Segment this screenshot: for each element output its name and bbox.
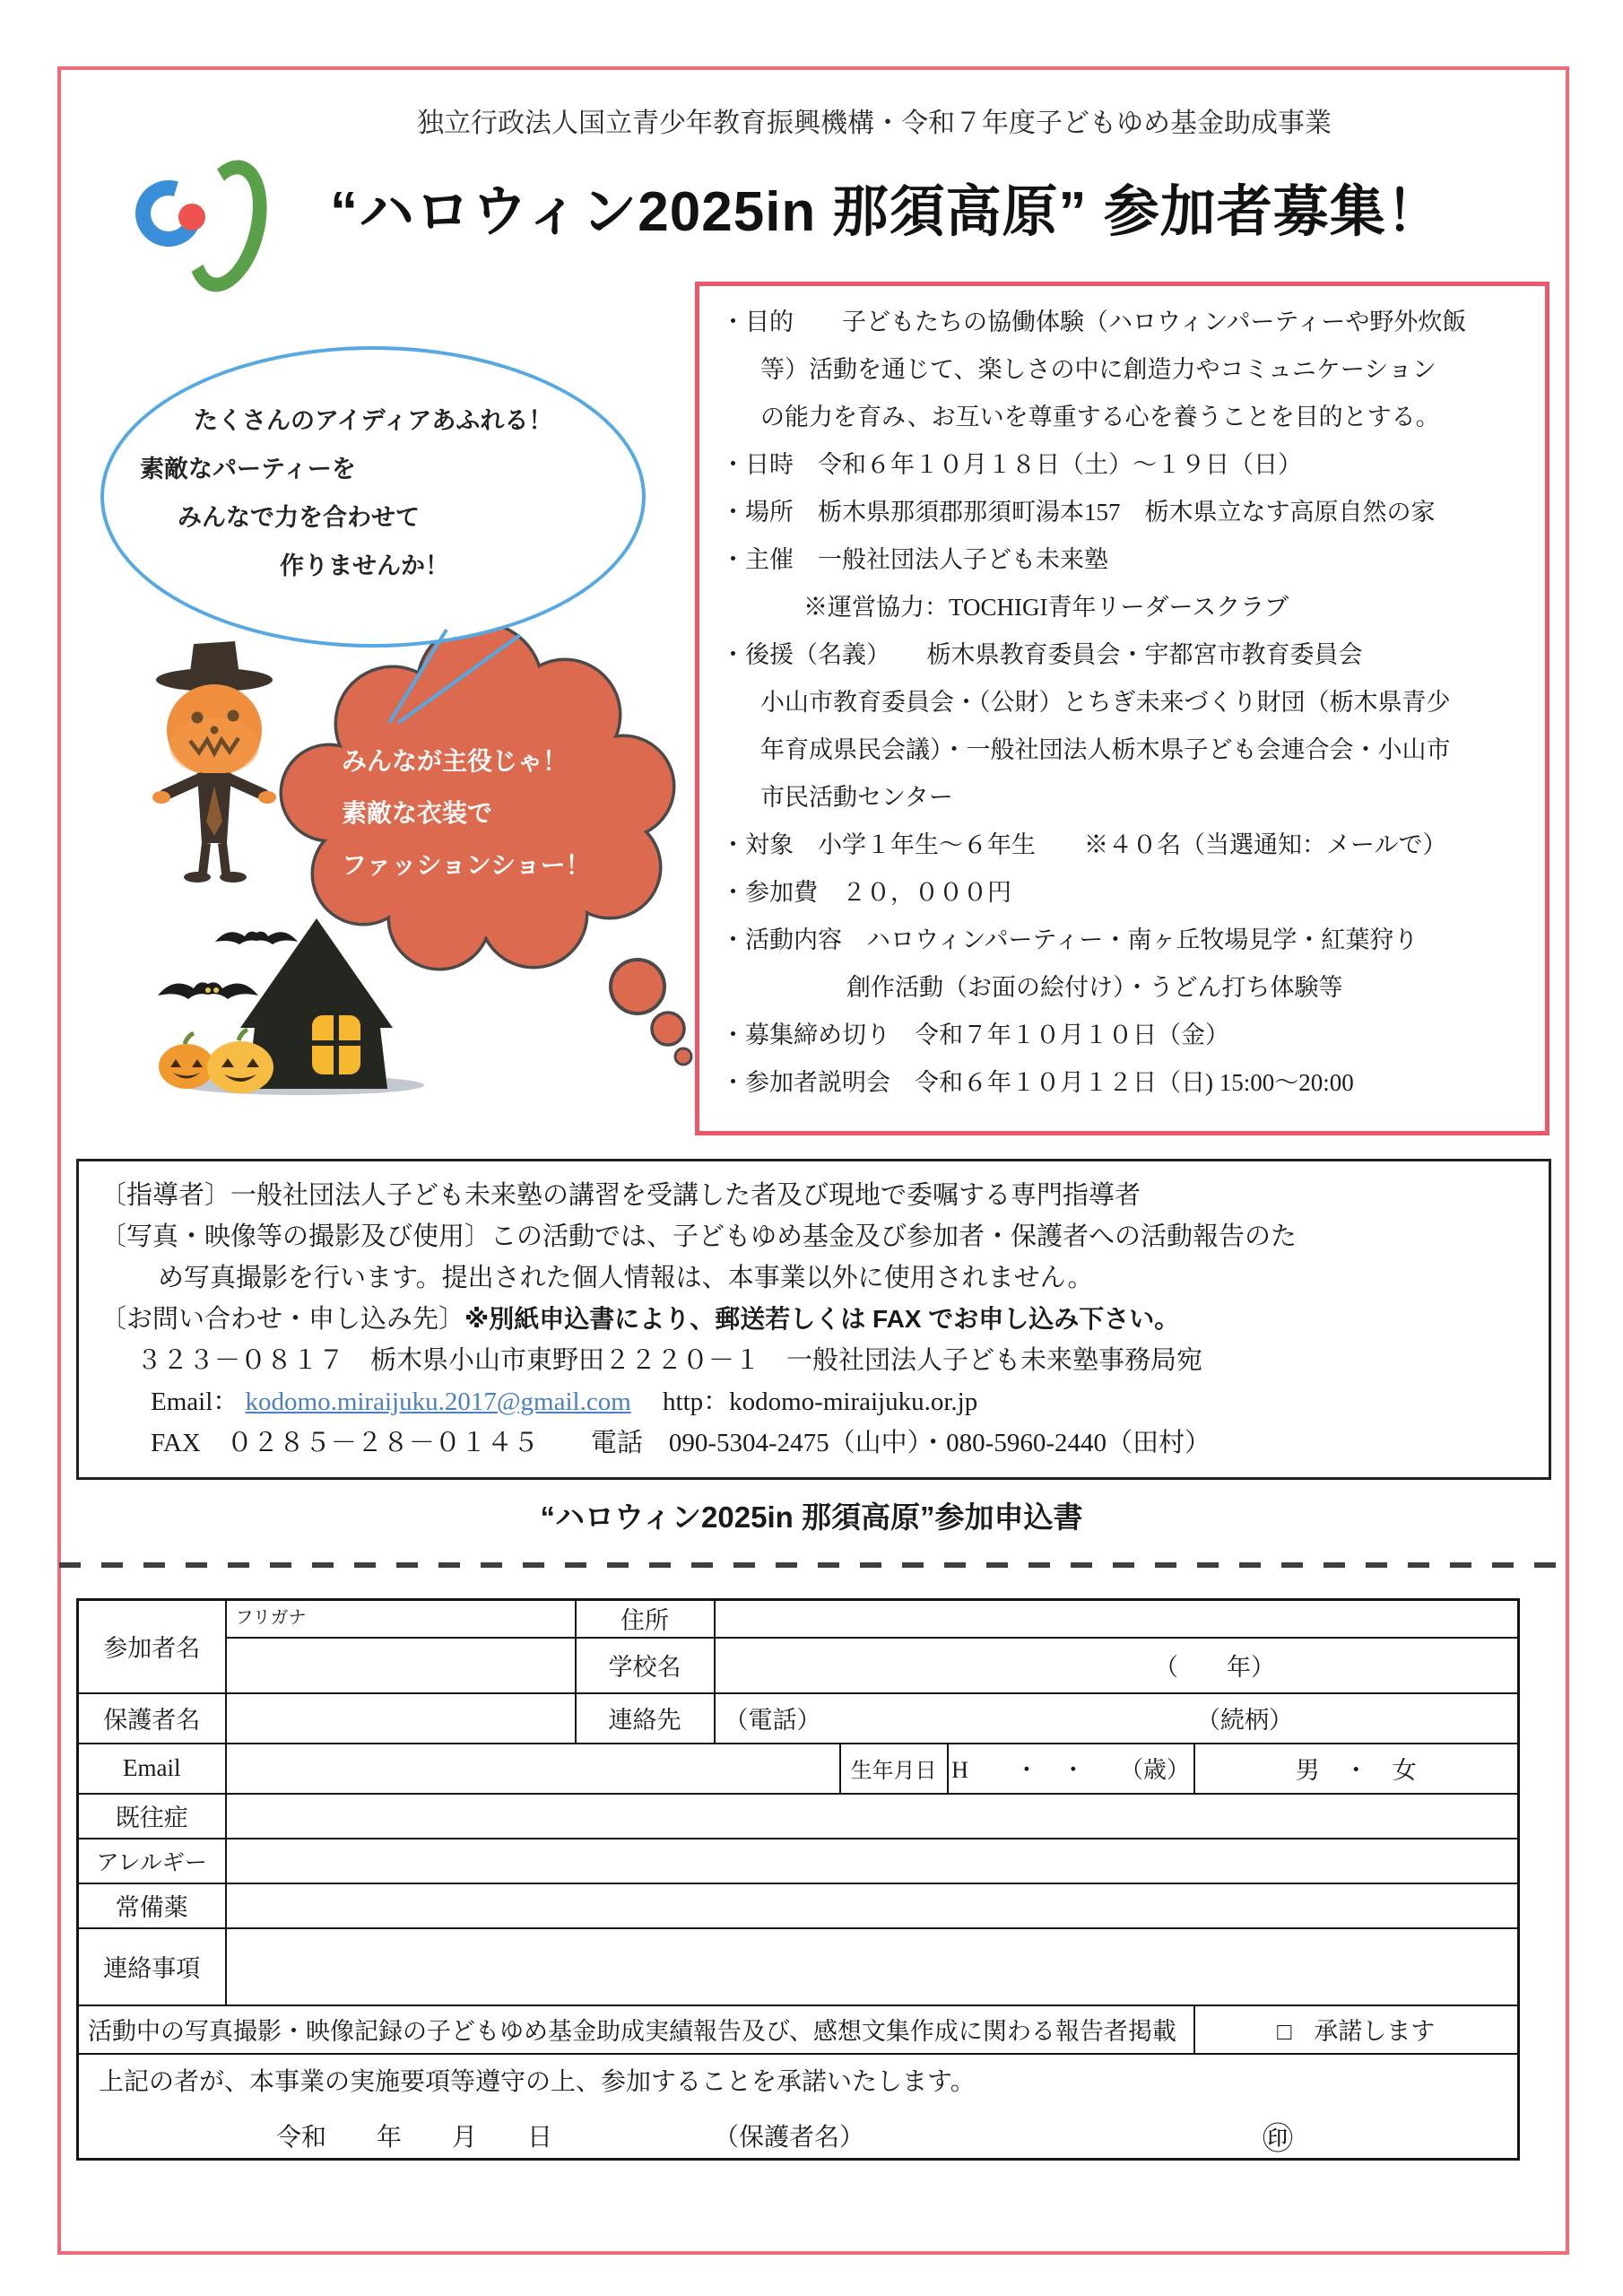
- allergy-input-area: [226, 1839, 1519, 1883]
- grant-program-line: 独立行政法人国立青少年教育振興機構・令和７年度子どもゆめ基金助成事業: [417, 109, 1332, 138]
- event-detail-line: ・日時 令和６年１０月１８日（土）〜１９日（日）: [721, 451, 1302, 478]
- consent-checkbox-label: 承諾します: [1314, 2018, 1436, 2045]
- school-year-note: （ 年）: [715, 1638, 1519, 1693]
- event-detail-line: ・募集締め切り 令和７年１０月１０日（金）: [721, 1022, 1229, 1048]
- address-input-area: [715, 1600, 1519, 1638]
- thought-bubble-line: みんなが主役じゃ！: [342, 747, 568, 775]
- notes-input-area: [226, 1928, 1519, 2005]
- event-detail-line: の能力を育み、お互いを尊重する心を養うことを目的とする。: [760, 404, 1440, 430]
- date-line: 令和 年 月 日: [276, 2124, 553, 2152]
- phone-note: （電話）: [724, 1707, 821, 1734]
- medication-label: 常備薬: [78, 1883, 226, 1928]
- event-detail-line: ・後援（名義） 栃木県教育委員会・宇都宮市教育委員会: [721, 641, 1363, 668]
- gender-options: 男 ・ 女: [1194, 1744, 1519, 1794]
- event-detail-line: ・参加費 ２０，０００円: [721, 879, 1011, 906]
- event-detail-line: ・主催 一般社団法人子ども未来塾: [721, 546, 1108, 573]
- fax-phone-line: FAX ０２８５－２８－０１４５ 電話 090-5304-2475（山中）・080-5960-2440（田村）: [151, 1429, 1211, 1457]
- participant-name-label: 参加者名: [78, 1600, 226, 1693]
- thought-bubble-line: 素敵な衣装で: [342, 799, 493, 827]
- seal-mark: ㊞: [1263, 2122, 1293, 2156]
- consent-checkbox: □: [1277, 2018, 1292, 2045]
- application-form-title: “ハロウィン2025in 那須高原”参加申込書: [540, 1500, 1083, 1534]
- medical-history-input-area: [226, 1794, 1519, 1839]
- application-form-table: [76, 1598, 1520, 2161]
- speech-bubble-line: 作りませんか！: [280, 552, 449, 579]
- medication-input-area: [226, 1883, 1519, 1928]
- email-input-area: [226, 1744, 840, 1794]
- participant-name-input-area: [226, 1638, 576, 1693]
- page-title: “ハロウィン2025in 那須高原” 参加者募集！: [330, 181, 1443, 243]
- speech-bubble-line: たくさんのアイディアあふれる！: [194, 407, 553, 434]
- guardian-sign-label: （保護者名）: [714, 2124, 865, 2152]
- birthdate-label: 生年月日: [840, 1744, 948, 1794]
- event-detail-line: 年育成県民会議）・一般社団法人栃木県子ども会連合会・小山市: [760, 736, 1451, 763]
- event-detail-line: ・対象 小学１年生〜６年生 ※４０名（当選通知：メールで）: [721, 831, 1447, 858]
- contact-info-box: [76, 1159, 1551, 1480]
- speech-bubble: [100, 346, 646, 648]
- photo-policy-line: 〔写真・映像等の撮影及び使用〕この活動では、子どもゆめ基金及び参加者・保護者への活動報告のた: [100, 1222, 1298, 1251]
- event-detail-line: ・目的 子どもたちの協働体験（ハロウィンパーティーや野外炊飯: [721, 309, 1467, 335]
- inquiry-label: 〔お問い合わせ・申し込み先〕: [100, 1305, 465, 1334]
- guardian-name-input-area: [226, 1693, 576, 1744]
- school-label: 学校名: [576, 1638, 715, 1693]
- allergy-label: アレルギー: [78, 1839, 226, 1883]
- email-label: Email：: [151, 1387, 239, 1416]
- email-field-label: Email: [78, 1744, 226, 1794]
- photo-policy-line-2: め写真撮影を行います。提出された個人情報は、本事業以外に使用されません。: [158, 1264, 1094, 1292]
- logo-red-dot: [178, 204, 205, 230]
- event-detail-line: ・参加者説明会 令和６年１０月１２日（日) 15:00〜20:00: [721, 1069, 1354, 1096]
- cut-line: [59, 1562, 1562, 1568]
- event-detail-line: 小山市教育委員会・（公財）とちぎ未来づくり財団（栃木県青少: [760, 689, 1451, 716]
- speech-bubble-line: みんなで力を合わせて: [178, 504, 420, 531]
- website-url: http：kodomo-miraijuku.or.jp: [663, 1387, 978, 1416]
- notes-label: 連絡事項: [78, 1928, 226, 2005]
- medical-history-label: 既往症: [78, 1794, 226, 1839]
- birthdate-format: H ・ ・ （歳）: [948, 1744, 1194, 1794]
- agreement-statement: 上記の者が、本事業の実施要項等遵守の上、参加することを承諾いたします。: [99, 2067, 976, 2096]
- event-detail-line: 創作活動（お面の絵付け）・うどん打ち体験等: [846, 974, 1343, 1001]
- event-detail-line: 等）活動を通じて、楽しさの中に創造力やコミュニケーション: [760, 356, 1436, 383]
- event-details-box: [695, 282, 1549, 1135]
- event-detail-line: 市民活動センター: [760, 784, 953, 811]
- email-link[interactable]: kodomo.miraijuku.2017@gmail.com: [245, 1387, 631, 1416]
- event-detail-line: ・場所 栃木県那須郡那須町湯本157 栃木県立なす高原自然の家: [721, 499, 1436, 526]
- event-detail-line: ・活動内容 ハロウィンパーティー・南ヶ丘牧場見学・紅葉狩り: [721, 926, 1419, 953]
- speech-bubble-tail: [357, 628, 547, 726]
- pumpkin-man-icon: [151, 639, 278, 909]
- postal-address-line: ３２３－０８１７ 栃木県小山市東野田２２２０－１ 一般社団法人子ども未来塾事務局宛: [136, 1346, 1203, 1375]
- event-detail-line: ※運営協力：TOCHIGI青年リーダースクラブ: [803, 594, 1289, 621]
- speech-bubble-line: 素敵なパーティーを: [140, 456, 356, 483]
- thought-bubble-line: ファッションショー！: [342, 851, 591, 879]
- furigana-label: フリガナ: [226, 1600, 576, 1638]
- contact-label: 連絡先: [576, 1693, 715, 1744]
- consent-statement: 活動中の写真撮影・映像記録の子どもゆめ基金助成実績報告及び、感想文集作成に関わる報告者掲載: [78, 2005, 1194, 2054]
- instructor-line: 〔指導者〕一般社団法人子ども未来塾の講習を受講した者及び現地で委嘱する専門指導者: [100, 1181, 1141, 1210]
- address-label: 住所: [576, 1600, 715, 1638]
- guardian-name-label: 保護者名: [78, 1693, 226, 1744]
- kodomo-yume-fund-logo-icon: [130, 157, 296, 318]
- application-instruction: ※別紙申込書により、郵送若しくは FAX でお申し込み下さい。: [464, 1305, 1180, 1333]
- relation-note: （続柄）: [1196, 1707, 1293, 1734]
